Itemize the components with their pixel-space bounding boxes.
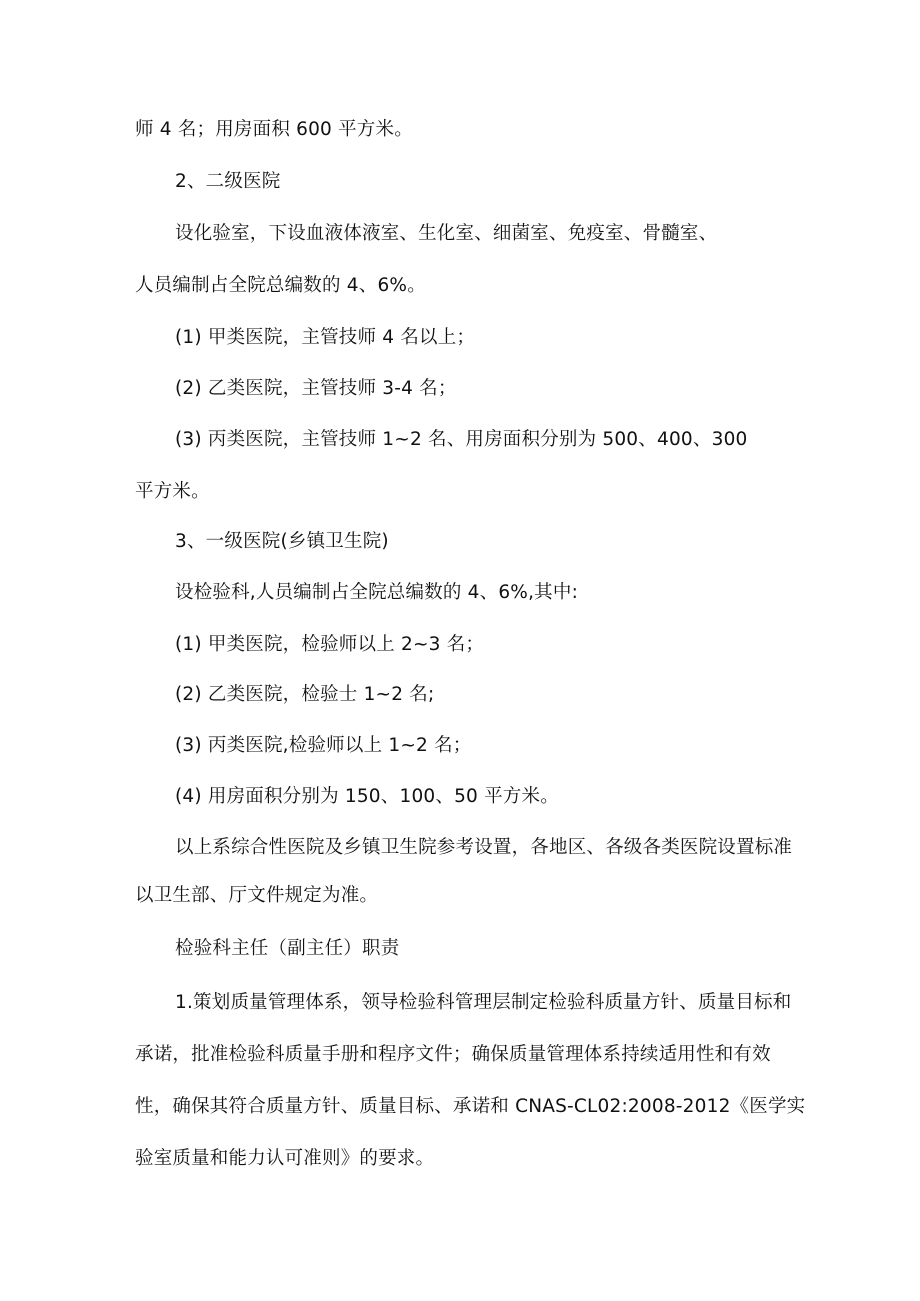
paragraph-duty-1-line-2: 承诺，批准检验科质量手册和程序文件；确保质量管理体系持续适用性和有效 [135,1044,771,1065]
paragraph-primary-lab-setup: 设检验科,人员编制占全院总编数的 4、6%,其中: [175,582,578,603]
paragraph-secondary-staffing-ratio: 人员编制占全院总编数的 4、6%。 [135,275,426,296]
text-line-continuation-staffing: 师 4 名；用房面积 600 平方米。 [135,119,413,140]
list-item-room-area-primary: (4) 用房面积分别为 150、100、50 平方米。 [175,786,559,807]
paragraph-duty-1-line-4: 验室质量和能力认可准则》的要求。 [135,1148,435,1169]
paragraph-duty-1-line-1: 1.策划质量管理体系，领导检验科管理层制定检验科质量方针、质量目标和 [175,992,792,1013]
section-heading-director-duties: 检验科主任（副主任）职责 [175,938,400,959]
list-item-class-b-secondary: (2) 乙类医院，主管技师 3-4 名； [175,378,457,399]
list-item-class-a-secondary: (1) 甲类医院，主管技师 4 名以上； [175,327,476,348]
list-item-class-a-primary: (1) 甲类医院，检验师以上 2~3 名； [175,634,485,655]
text-line-area-unit: 平方米。 [135,481,210,502]
list-item-class-c-secondary: (3) 丙类医院，主管技师 1~2 名、用房面积分别为 500、400、300 [175,429,748,450]
paragraph-reference-note: 以上系综合性医院及乡镇卫生院参考设置，各地区、各级各类医院设置标准 [175,837,793,858]
list-item-class-c-primary: (3) 丙类医院,检验师以上 1~2 名； [175,735,472,756]
section-heading-primary-hospital: 3、一级医院(乡镇卫生院) [175,531,389,552]
text-line-reference-note-end: 以卫生部、厅文件规定为准。 [135,885,379,906]
paragraph-secondary-lab-setup: 设化验室，下设血液体液室、生化室、细菌室、免疫室、骨髓室、 [175,223,718,244]
list-item-class-b-primary: (2) 乙类医院，检验士 1~2 名; [175,684,435,705]
paragraph-duty-1-line-3: 性，确保其符合质量方针、质量目标、承诺和 CNAS-CL02:2008-2012《医学实 [135,1096,806,1117]
section-heading-secondary-hospital: 2、二级医院 [175,171,281,192]
